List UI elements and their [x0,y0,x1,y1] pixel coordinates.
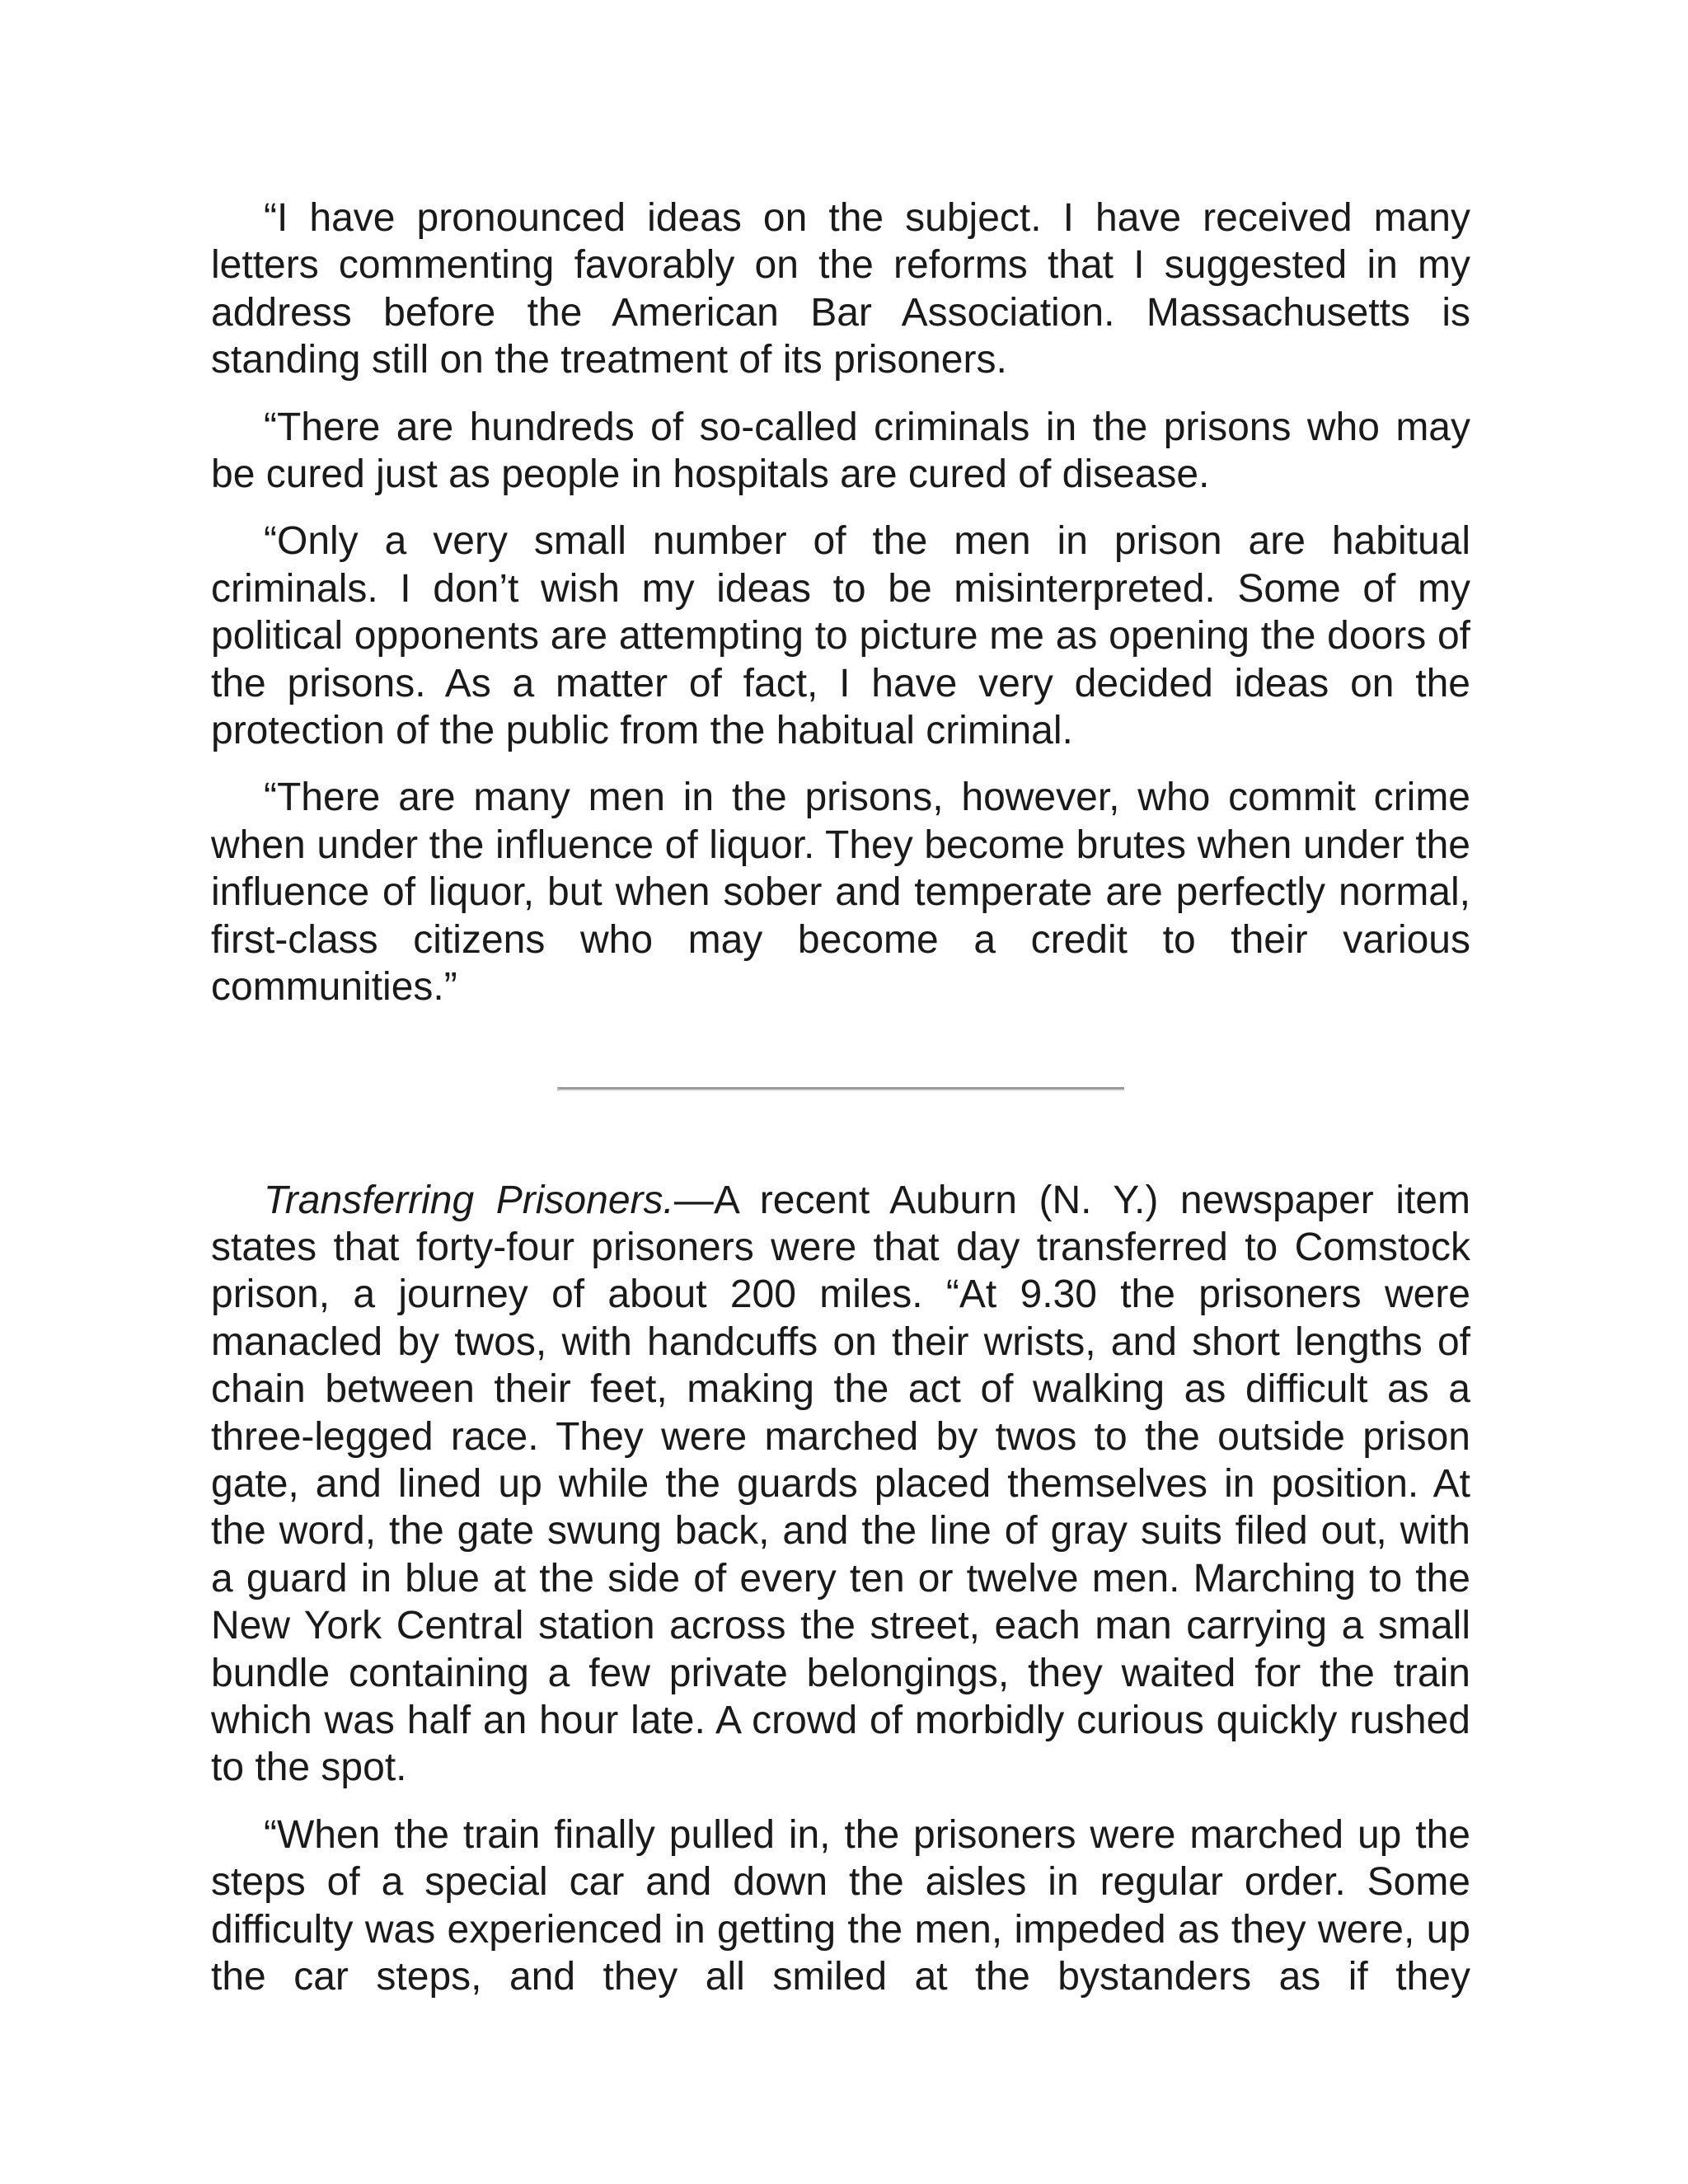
article-heading: Transferring Prisoners. [264,1178,674,1222]
section-divider [557,1087,1124,1091]
document-page [211,194,1470,2000]
paragraph-liquor-influence: “There are many men in the prisons, however, who commit crime when under the influence of liquor. They become brutes when under the influence of liquor, but when sober and temperate are perfectly normal, first-class citizens who may become a credit to their various communities.” [211,776,1470,1010]
paragraph-reform-ideas: “I have pronounced ideas on the subject. I have received many letters commenting favorably on the reforms that I suggested in my address before the American Bar Association. Massachusetts is standing still on the treatment of its prisoners. [211,196,1470,382]
paragraph-habitual-criminals: “Only a very small number of the men in prison are habitual criminals. I don’t wish my ideas to be misinterpreted. Some of my political opponents are attempting to picture me as opening the doors of the prisons. As a matter of fact, I have very decided ideas on the protection of the public from the habitual criminal. [211,519,1470,753]
section-divider-wrap [211,1087,1470,1100]
paragraph-cured-criminals: “There are hundreds of so-called criminals in the prisons who may be cured just as people in hospitals are cured of disease. [211,405,1470,497]
paragraph-transferring-prisoners [211,1177,1470,1792]
paragraph-train-arrival: “When the train finally pulled in, the prisoners were marched up the steps of a special car and down the aisles in regular order. Some difficulty was experienced in getting the men, impeded as they were, up the car steps, and they all smiled at the bystanders as if they [211,1812,1470,1999]
article-first-paragraph-text: —A recent Auburn (N. Y.) newspaper item states that forty-four prisoners were that day transferred to Comstock prison, a journey of about 200 miles. “At 9.30 the prisoners were manacled by twos, with handcuffs on their wrists, and short lengths of chain between their feet, making the act of walking as difficult as a three-legged race. They were marched by twos to the outside prison gate, and lined up while the guards placed themselves in position. At the word, the gate swung back, and the line of gray suits filed out, with a guard in blue at the side of every ten or twelve men. Marching to the New York Central station across the street, each man carrying a small bundle containing a few private belongings, they waited for the train which was half an hour late. A crowd of morbidly curious quickly rushed to the spot. [211,1178,1471,1790]
